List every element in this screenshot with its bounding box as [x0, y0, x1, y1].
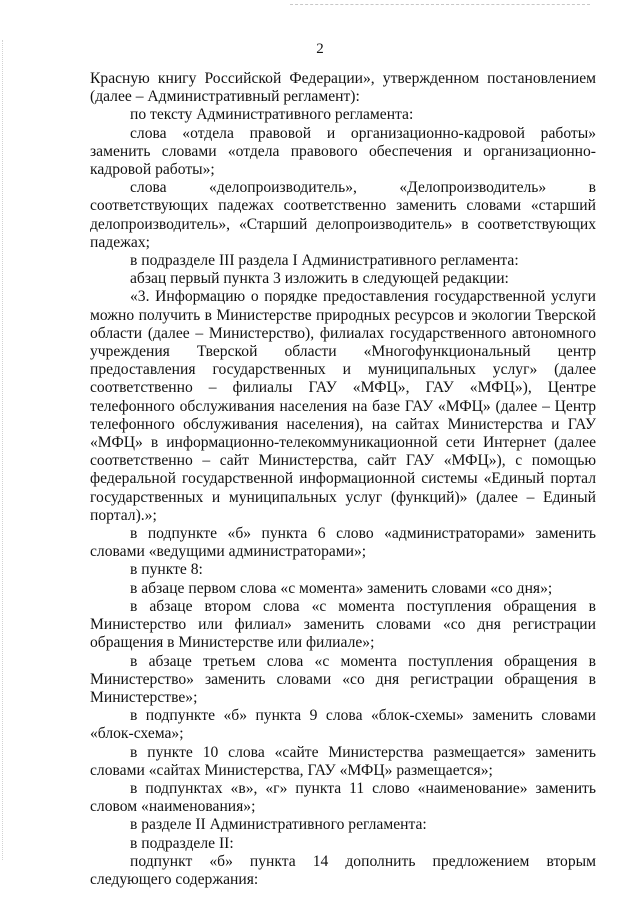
paragraph: в абзаце третьем слова «с момента поступления обращения в Министерство» заменить словами «со дня регистрации обращения в Министерстве»;	[90, 652, 596, 706]
paragraph: в подпункте «б» пункта 6 слово «администраторами» заменить словами «ведущими администраторами»;	[90, 525, 596, 561]
paragraph: подпункт «б» пункта 14 дополнить предложением вторым следующего содержания:	[90, 852, 596, 888]
paragraph: слова «отдела правовой и организационно-кадровой работы» заменить словами «отдела правового обеспечения и организационно-кадровой работы»;	[90, 124, 596, 179]
paragraph: «3. Информацию о порядке предоставления государственной услуги можно получить в Министерстве природных ресурсов и экологии Тверской области (далее – Министерство), филиалах государственного автономного учреждения Тверской области «Многофункциональный центр предоставления государственных и муниципальных услуг» (далее соответственно – филиалы ГАУ «МФЦ», ГАУ «МФЦ»), Центре телефонного обслуживания населения на базе ГАУ «МФЦ» (далее – Центр телефонного обслуживания населения), на сайтах Министерства и ГАУ «МФЦ» в информационно-телекоммуникационной сети Интернет (далее соответственно – сайт Министерства, сайт ГАУ «МФЦ»), с помощью федеральной государственной информационной системы «Единый портал государственных и муниципальных услуг (функций)» (далее – Единый портал).»;	[90, 288, 596, 524]
paragraph: Красную книгу Российской Федерации», утвержденном постановлением (далее – Административный регламент):	[90, 70, 596, 106]
paragraph: в абзаце первом слова «с момента» заменить словами «со дня»;	[130, 579, 553, 597]
paragraph: в пункте 10 слова «сайте Министерства размещается» заменить словами «сайтах Министерства, ГАУ «МФЦ» размещается»;	[90, 743, 596, 779]
paragraph: в подразделе III раздела I Административного регламента:	[130, 252, 519, 270]
paragraph: слова «делопроизводитель», «Делопроизводитель» в соответствующих падежах соответственно заменить словами «старший делопроизводитель», «Старший делопроизводитель» в соответствующих падежах;	[90, 179, 596, 251]
paragraph: абзац первый пункта 3 изложить в следующей редакции:	[130, 270, 509, 288]
paragraph: в разделе II Административного регламента:	[130, 816, 427, 834]
paragraph: в подпункте «б» пункта 9 слова «блок-схемы» заменить словами «блок-схема»;	[90, 707, 596, 743]
paragraph: в подразделе II:	[130, 834, 234, 852]
paragraph: в пункте 8:	[130, 561, 203, 579]
page-number: 2	[316, 41, 324, 57]
paragraph: в абзаце втором слова «с момента поступления обращения в Министерство или филиал» заменить словами «со дня регистрации обращения в Министерстве или филиале»;	[90, 597, 596, 652]
paragraph: по тексту Административного регламента:	[130, 106, 414, 124]
scan-edge-top	[290, 4, 590, 7]
scan-edge-left	[2, 40, 5, 860]
paragraph: в подпунктах «в», «г» пункта 11 слово «наименование» заменить словом «наименования»;	[90, 779, 596, 816]
document-body	[90, 70, 596, 889]
